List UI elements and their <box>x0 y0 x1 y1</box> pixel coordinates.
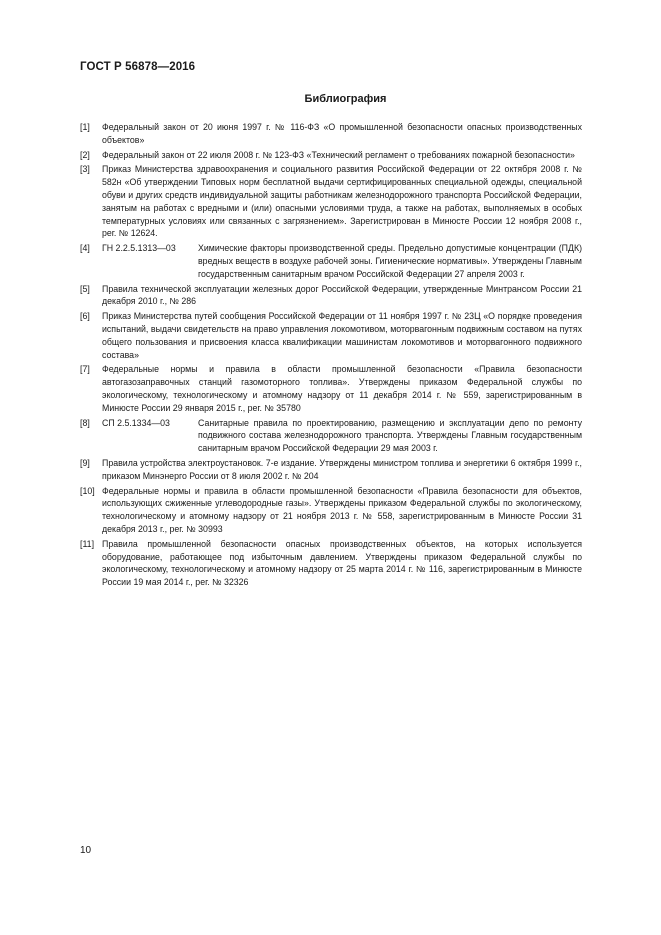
reference-item <box>80 283 582 309</box>
reference-code: СП 2.5.1334—03 <box>102 417 170 428</box>
reference-number: [1] <box>80 122 90 132</box>
reference-text: Федеральный закон от 22 июля 2008 г. № 123-ФЗ «Технический регламент о требованиях пожарной безопасности» <box>102 149 575 160</box>
reference-number: [6] <box>80 311 90 322</box>
reference-number: [4] <box>80 243 90 254</box>
reference-text: Приказ Министерства путей сообщения Российской Федерации от 11 ноября 1997 г. № 23Ц «О порядке проведения испытаний, выдачи свидетельств на право управления локомотивом, моторвагонным подвижным составом на путях общего пользования и присвоения класса квалификации машинистам локомотивов и моторвагонного подвижного состава» <box>102 311 582 360</box>
reference-number: [3] <box>80 164 90 175</box>
reference-number: [11] <box>80 538 95 549</box>
reference-code: ГН 2.2.5.1313—03 <box>102 243 176 254</box>
reference-text: Санитарные правила по проектированию, размещению и эксплуатации депо по ремонту подвижного состава железнодорожного транспорта. Утверждены Главным государственным санитарным врачом Российской Федерации 29 мая 2003 г. <box>198 417 582 454</box>
document-header: ГОСТ Р 56878—2016 <box>80 61 196 73</box>
reference-item <box>80 457 582 483</box>
reference-number: [2] <box>80 149 90 160</box>
reference-item <box>80 363 582 414</box>
page-number: 10 <box>80 845 92 856</box>
section-title: Библиография <box>304 93 387 105</box>
reference-number: [5] <box>80 283 90 294</box>
bibliography-list <box>80 121 582 591</box>
reference-text: Федеральные нормы и правила в области промышленной безопасности «Правила безопасности для объектов, использующих сжиженные углеводородные газы». Утверждены приказом Федеральной службы по экологическому, технологическому и атомному надзору от 21 ноября 2013 г. № 558, зарегистрированным в Минюсте России 31 декабря 2013 г., рег. № 30993 <box>102 485 582 534</box>
reference-text: Федеральные нормы и правила в области промышленной безопасности «Правила безопасности автогазозаправочных станций газомоторного топлива». Утверждены приказом Федеральной службы по экологическому, технологическому и атомному надзору от 11 декабря 2014 г. № 559, зарегистрированным в Минюсте России 29 января 2015 г., рег. № 35780 <box>102 364 582 413</box>
reference-text: Правила устройства электроустановок. 7-е издание. Утверждены министром топлива и энергетики 6 октября 1999 г., приказом Минэнерго России от 8 июля 2002 г. № 204 <box>102 457 582 481</box>
reference-number: [7] <box>80 364 90 375</box>
reference-text: Приказ Министерства здравоохранения и социального развития Российской Федерации от 22 октября 2008 г. № 582н «Об утверждении Типовых норм бесплатной выдачи сертифицированных специальной одежды, специальной обуви и других средств индивидуальной защиты работникам железнодорожного транспорта Российской Федерации, занятым на работах с вредными и (или) опасными условиями труда, а также на работах, выполняемых в особых температурных условиях или связанных с загрязнением». Зарегистрирован в Минюсте России 12 ноября 2008 г., рег. № 12624. <box>102 164 582 239</box>
reference-text: Химические факторы производственной среды. Предельно допустимые концентрации (ПДК) вредных веществ в воздухе рабочей зоны. Гигиенические нормативы». Утверждены Главным государственным санитарным врачом Российской Федерации 27 апреля 2003 г. <box>198 243 582 279</box>
reference-text: Правила промышленной безопасности опасных производственных объектов, на которых используется оборудование, работающее под избыточным давлением. Утверждены приказом Федеральной службы по экологическому, технологическому и атомному надзору от 25 марта 2014 г. № 116, зарегистрированным в Минюсте России 19 мая 2014 г., рег. № 32326 <box>102 538 582 588</box>
reference-item <box>80 310 582 361</box>
reference-text: Федеральный закон от 20 июня 1997 г. № 116-ФЗ «О промышленной безопасности опасных производственных объектов» <box>102 122 582 145</box>
reference-item <box>80 149 582 162</box>
reference-item <box>80 538 582 589</box>
reference-item <box>80 121 582 147</box>
reference-item <box>80 485 582 536</box>
reference-item <box>80 417 582 455</box>
reference-item <box>80 242 582 280</box>
reference-number: [10] <box>80 485 95 496</box>
reference-item <box>80 163 582 240</box>
reference-number: [8] <box>80 417 90 428</box>
reference-text: Правила технической эксплуатации железных дорог Российской Федерации, утвержденные Минтрансом России 21 декабря 2010 г., № 286 <box>102 283 582 307</box>
reference-number: [9] <box>80 457 90 468</box>
